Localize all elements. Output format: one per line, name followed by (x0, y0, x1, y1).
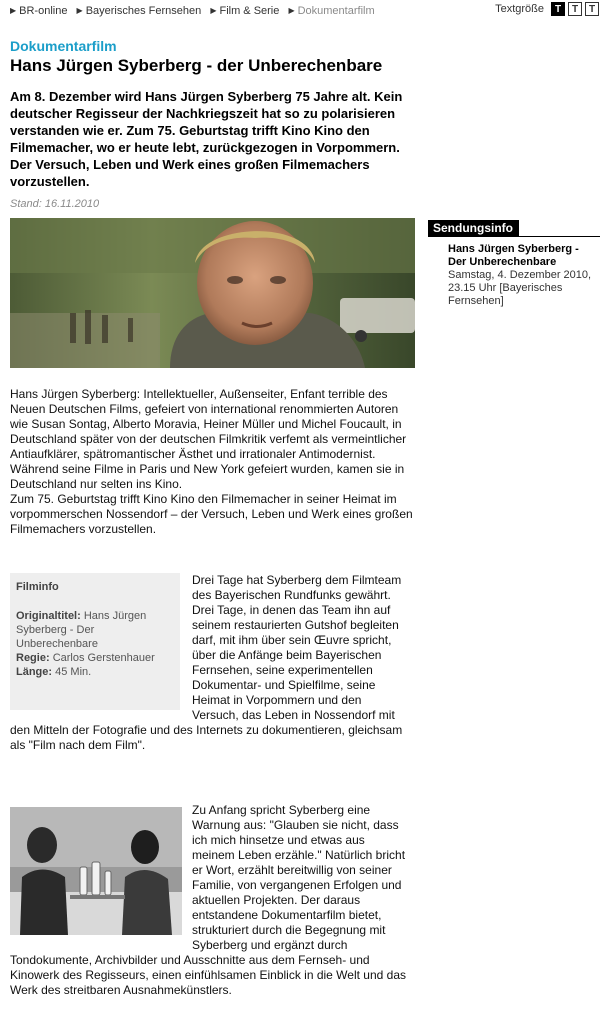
hero-photo (10, 218, 415, 368)
layout-spacer (10, 573, 192, 710)
triangle-right-icon: ▶ (288, 6, 295, 15)
breadcrumb-current: Dokumentarfilm (297, 5, 375, 17)
text-size-small-button[interactable]: T (551, 2, 565, 16)
breadcrumb (10, 5, 375, 17)
triangle-right-icon: ▶ (76, 6, 83, 15)
sendungsinfo-time: Samstag, 4. Dezember 2010, 23.15 Uhr [Bayerisches Fernsehen] (448, 269, 592, 307)
filminfo-regie-label: Regie: (16, 652, 50, 664)
filminfo-laenge-label: Länge: (16, 666, 53, 678)
sendungsinfo-title: Hans Jürgen Syberberg - Der Unberechenbare (448, 243, 579, 268)
sendungsinfo-heading: Sendungsinfo (428, 220, 519, 237)
article-paragraph-1 (10, 387, 415, 537)
breadcrumb-item-br-online[interactable]: BR-online (19, 5, 68, 17)
article-lead: Am 8. Dezember wird Hans Jürgen Syberberg 75 Jahre alt. Kein deutscher Regisseur der Nachkriegszeit hat so zu polarisieren verstanden wie er. Zum 75. Geburtstag trifft Kino Kino den Filmemacher, wo er heute lebt, zurückgezogen in Vorpommern. Der Versuch, Leben und Werk eines großen Filmemachers vorzustellen. (10, 89, 403, 189)
filminfo-original-label: Originaltitel: (16, 610, 81, 622)
article-paragraph-1a: Hans Jürgen Syberberg: Intellektueller, Außenseiter, Enfant terrible des Neuen Deutschen Films, gefeiert von international renommierten Autoren wie Susan Sontag, Alberto Moravia, Heiner Müller und Michel Foucault, in Deutschland später von der deutschen Filmkritik verfemt als vermeintlicher Antiaufklärer, spätromantischer Ästhet und irrationaler Antimodernist. Während seine Filme in Paris und New York gefeiert wurden, kamen sie in Deutschland nur selten ins Kino. (10, 387, 407, 491)
sendungsinfo-box (428, 219, 600, 308)
filminfo-laenge-value: 45 Min. (55, 666, 92, 678)
text-size-large-button[interactable]: T (585, 2, 599, 16)
article-paragraph-1b: Zum 75. Geburtstag trifft Kino Kino den Filmemacher in seiner Heimat im vorpommerschen Nossendorf – der Versuch, Leben und Werk eines großen Filmemachers vorzustellen. (10, 492, 413, 536)
top-bar (0, 0, 607, 22)
article-paragraph-3: Zu Anfang spricht Syberberg eine Warnung aus: "Glauben sie nicht, dass ich mich hinsetze und etwas aus meinem Leben erzähle." Natürlich bricht er Wort, erzählt bereitwillig von seiner Familie, von vergangenen Erfolgen und aktuellen Projekten. Der daraus entstandene Dokumentarfilm bietet, strukturiert durch die Begegnung mit Syberberg und ergänzt durch Tondokumente, Archivbilder und Ausschnitte aus dem Fernseh- und Kinowerk des Regisseurs, einen einfühlsamen Einblick in die Welt und das Werk des streitbaren Ausnahmekünstlers. (10, 803, 406, 997)
article-kicker: Dokumentarfilm (10, 38, 117, 54)
filminfo-regie-value: Carlos Gerstenhauer (52, 652, 155, 664)
text-size-medium-button[interactable]: T (568, 2, 582, 16)
text-size-control (495, 2, 599, 16)
article-paragraph-3-wrap (10, 803, 410, 998)
article-paragraph-2-wrap (10, 573, 410, 753)
filminfo-original-value: Hans Jürgen Syberberg - Der Unberechenbare (16, 610, 147, 650)
breadcrumb-item-film-serie[interactable]: Film & Serie (219, 5, 280, 17)
triangle-right-icon: ▶ (210, 6, 217, 15)
text-size-label: Textgröße (495, 3, 544, 15)
breadcrumb-item-bayerisches-fernsehen[interactable]: Bayerisches Fernsehen (85, 5, 202, 17)
article-paragraph-2: Drei Tage hat Syberberg dem Filmteam des Bayerischen Rundfunks gewährt. Drei Tage, in denen das Team ihn auf seinem restaurierten Gutshof begleiten darf, mit ihm über sein Œuvre spricht, über die Anfänge beim Bayerischen Fernsehen, seine experimentellen Dokumentar- und Spielfilme, seine Heimat in Vorpommern und den Versuch, das Leben in Nossendorf mit den Mitteln der Fotografie und des Internets zu dokumentieren, gleichsam als "Film nach dem Film". (10, 573, 403, 752)
article-date: Stand: 16.11.2010 (10, 198, 100, 210)
article-title: Hans Jürgen Syberberg - der Unberechenbare (10, 56, 383, 75)
filminfo-heading: Filminfo (16, 581, 59, 593)
layout-spacer (10, 803, 192, 947)
hero-photo-graphic (10, 218, 415, 368)
triangle-right-icon: ▶ (10, 6, 17, 15)
